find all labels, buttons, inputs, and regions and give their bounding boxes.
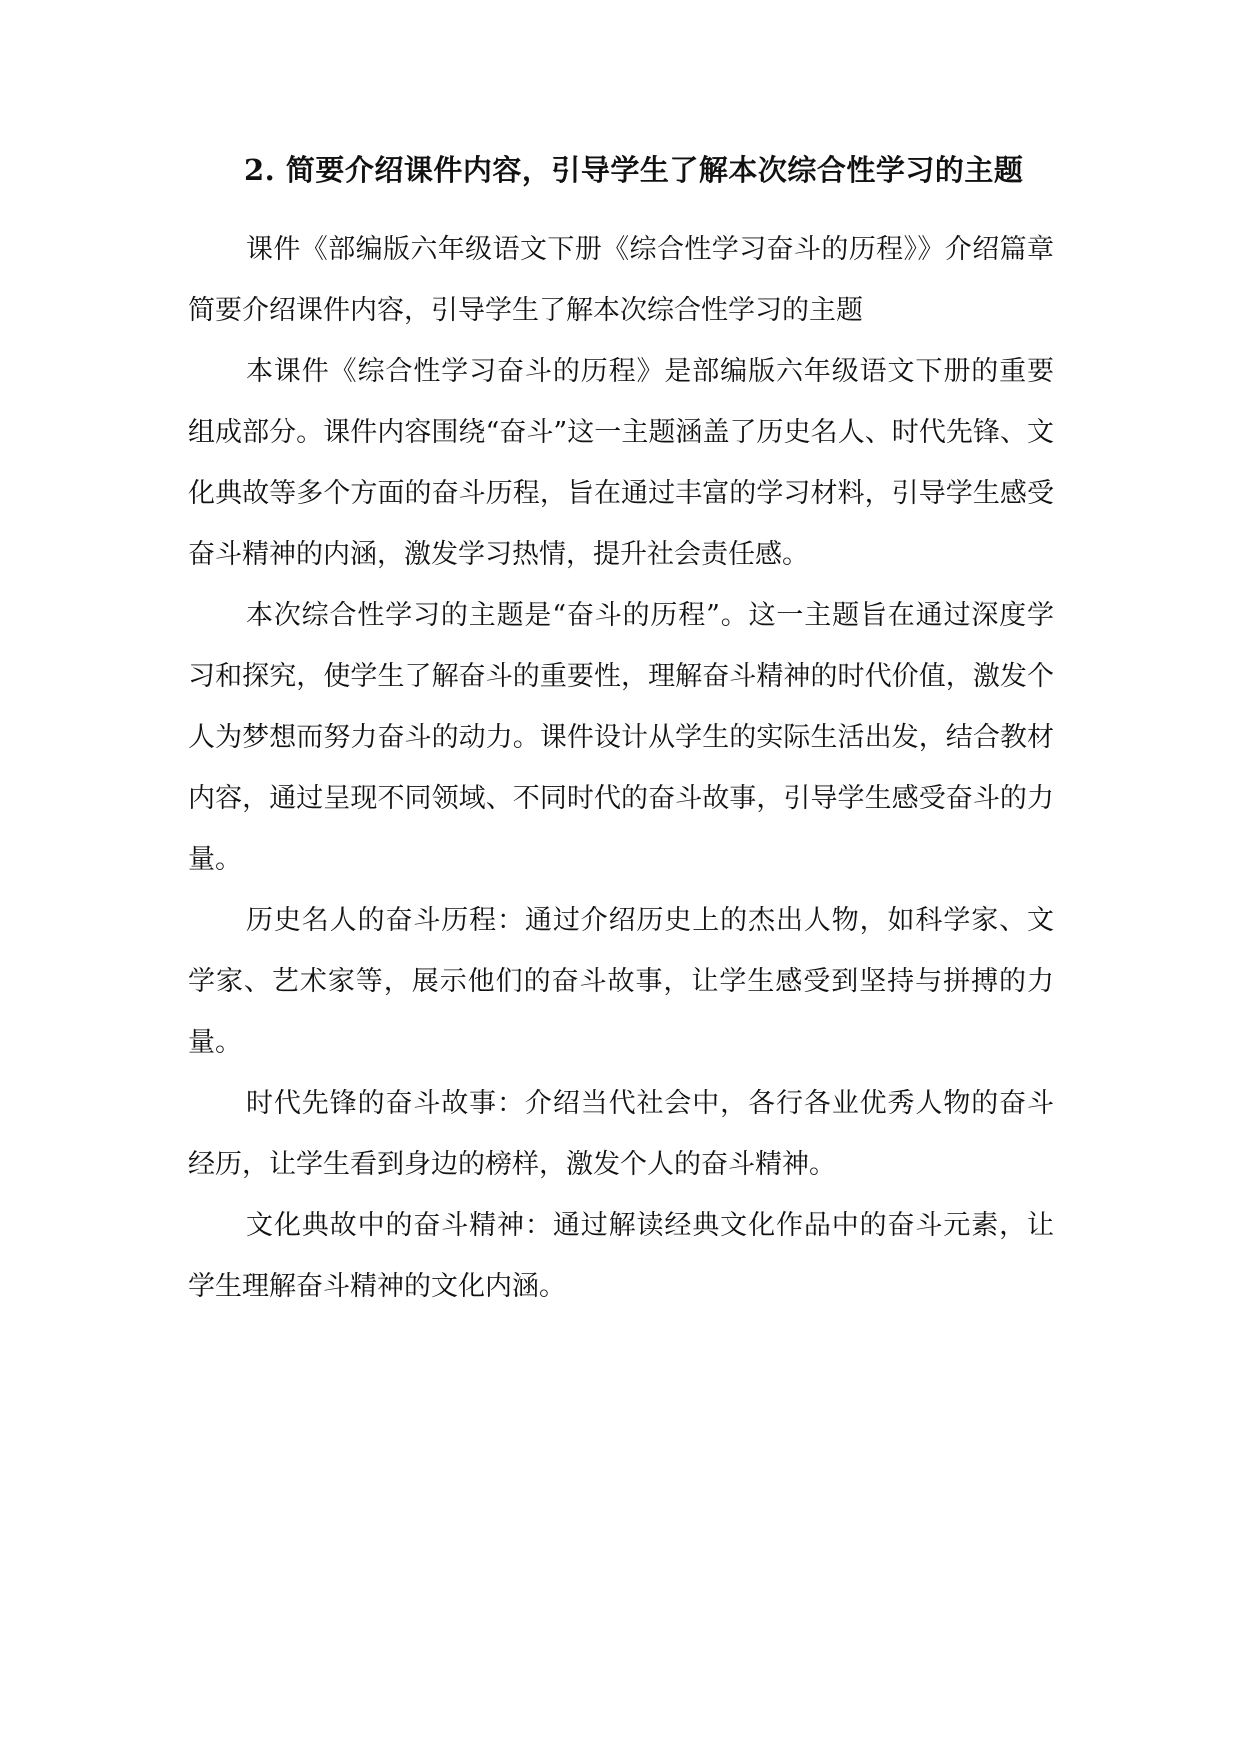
paragraph-modern-pioneers: 时代先锋的奋斗故事：介绍当代社会中，各行各业优秀人物的奋斗经历，让学生看到身边的榜样，激发个人的奋斗精神。 bbox=[188, 1088, 1054, 1180]
paragraph-courseware-intro: 课件《部编版六年级语文下册《综合性学习奋斗的历程》》介绍篇章简要介绍课件内容，引导学生了解本次综合性学习的主题 bbox=[188, 234, 1054, 326]
paragraph-cultural-allusions: 文化典故中的奋斗精神：通过解读经典文化作品中的奋斗元素，让学生理解奋斗精神的文化内涵。 bbox=[188, 1210, 1054, 1302]
section-heading: 2. 简要介绍课件内容，引导学生了解本次综合性学习的主题 bbox=[244, 153, 1024, 187]
paragraph-historical-figures: 历史名人的奋斗历程：通过介绍历史上的杰出人物，如科学家、文学家、艺术家等，展示他们的奋斗故事，让学生感受到坚持与拼搏的力量。 bbox=[188, 905, 1054, 1058]
body-text bbox=[188, 219, 1054, 1317]
paragraph-courseware-overview: 本课件《综合性学习奋斗的历程》是部编版六年级语文下册的重要组成部分。课件内容围绕“奋斗”这一主题涵盖了历史名人、时代先锋、文化典故等多个方面的奋斗历程，旨在通过丰富的学习材料，引导学生感受奋斗精神的内涵，激发学习热情，提升社会责任感。 bbox=[188, 356, 1054, 570]
paragraph-learning-theme: 本次综合性学习的主题是“奋斗的历程”。这一主题旨在通过深度学习和探究，使学生了解奋斗的重要性，理解奋斗精神的时代价值，激发个人为梦想而努力奋斗的动力。课件设计从学生的实际生活出发，结合教材内容，通过呈现不同领域、不同时代的奋斗故事，引导学生感受奋斗的力量。 bbox=[188, 600, 1054, 875]
